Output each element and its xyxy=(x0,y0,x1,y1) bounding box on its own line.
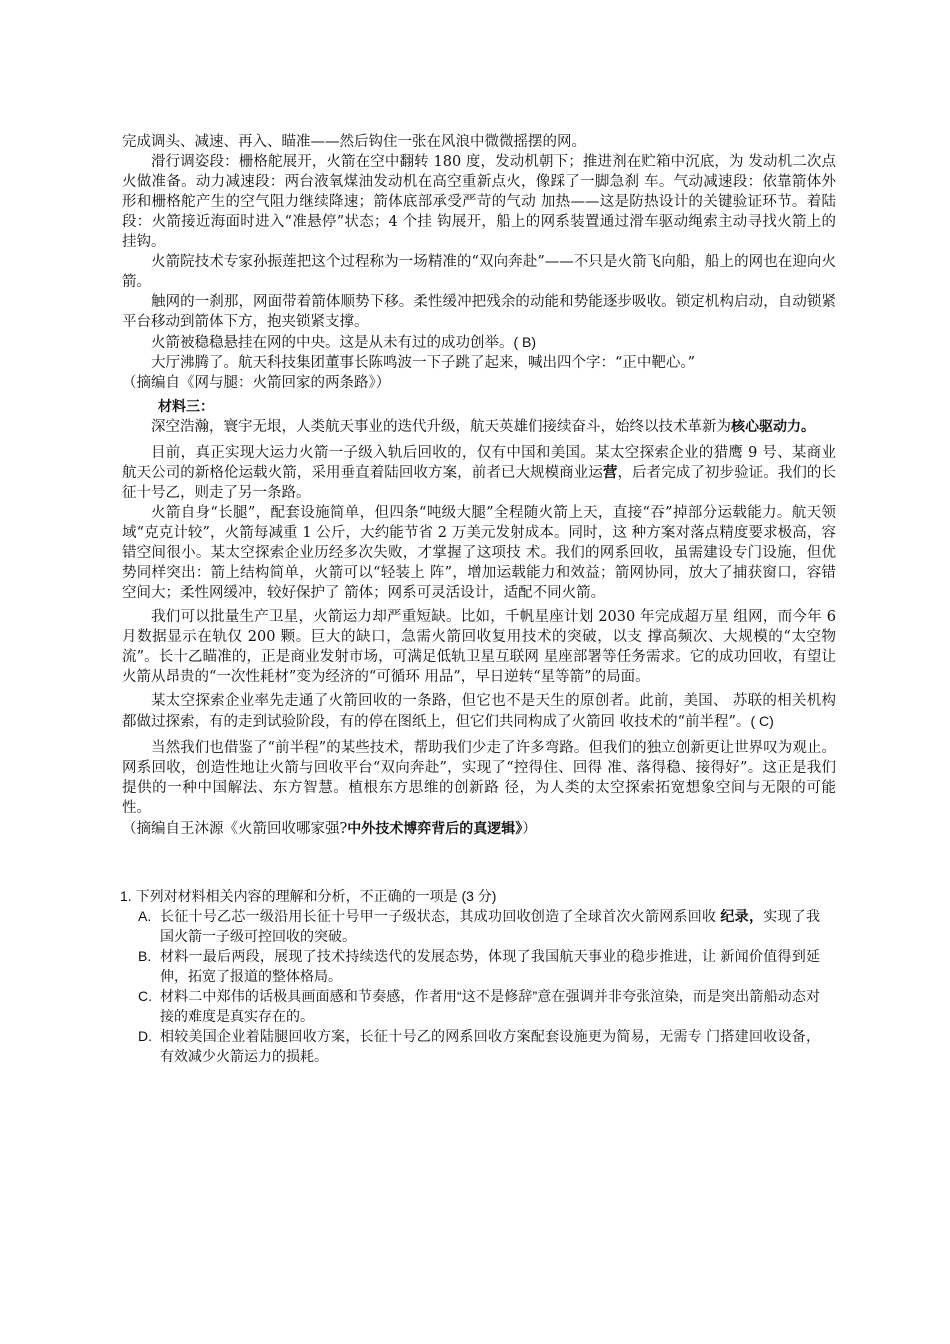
source-bold: 中外技术博弈背后的真逻辑》 xyxy=(347,820,523,836)
paragraph-text: 某太空探索企业率先走通了火箭回收的一条路，但它也不是天生的原创者。此前，美国、 苏联的相关机构都做过探索，有的走到试验阶段，有的停在图纸上，但它们共同构成了火箭回 收技术的“前半程”。 xyxy=(122,693,836,730)
option-text: 实现了我国火箭一子级可控回收的突破。 xyxy=(160,908,821,944)
option-key: A. xyxy=(138,908,152,924)
paragraph: 当然我们也借鉴了“前半程”的某些技术，帮助我们少走了许多弯路。但我们的独立创新更让世界叹为观止。网系回收，创造性地让火箭与回收平台“双向奔赴”，实现了“控得住、回得 准、落得稳、接得好”。这正是我们提供的一种中国解法、东方智慧。植根东方思维的创新路 径，为人类的太空探索拓宽想象空间与无限的可能性。 xyxy=(122,740,836,816)
material-3 xyxy=(122,394,836,839)
source-prefix: （摘编自王沐源《火箭回收哪家强? xyxy=(122,821,348,837)
option-text: 材料一最后两段，展现了技术持续迭代的发展态势，体现了我国航天事业的稳步推进，让 新闻价值得到延伸，拓宽了报道的整体格局。 xyxy=(160,948,820,984)
source-suffix: ） xyxy=(522,821,537,837)
paragraph-text: 深空浩瀚，寰宇无垠，人类航天事业的迭代升级，航天英雄们接续奋斗，始终以技术革新为 xyxy=(151,419,731,435)
question-1 xyxy=(120,884,820,1066)
paragraph xyxy=(122,416,836,437)
option-a[interactable] xyxy=(120,906,820,946)
paragraph: 大厅沸腾了。航天科技集团董事长陈鸣波一下子跳了起来，喊出四个字：“正中靶心。” xyxy=(151,355,696,371)
answer-mark-c: ( C) xyxy=(750,713,774,729)
option-bold: 纪录， xyxy=(720,908,764,924)
option-key: D. xyxy=(138,1028,152,1044)
material-label: 材料三： xyxy=(158,398,214,414)
option-text: 相较美国企业着陆腿回收方案，长征十号乙的网系回收方案配套设施更为简易，无需专 门搭建回收设备，有效减少火箭运力的损耗。 xyxy=(160,1028,820,1064)
paragraph: 滑行调姿段：栅格舵展开，火箭在空中翻转 180 度，发动机朝下；推进剂在贮箱中沉底，为 发动机二次点火做准备。动力减速段：两台液氧煤油发动机在高空重新点火，像踩了一脚急刹 车。气动减速段：依靠箭体外形和栅格舵产生的空气阻力继续降速；箭体底部承受严苛的气动 加热——这是防热设计的关键验证环节。着陆段：火箭接近海面时进入“准悬停”状态；4 个挂 钩展开，船上的网系装置通过滑车驱动绳索主动寻找火箭上的挂钩。 xyxy=(122,154,836,250)
paragraph-text: 火箭被稳稳悬挂在网的中央。这是从未有过的成功创举。 xyxy=(151,335,514,351)
question-stem: 1. 下列对材料相关内容的理解和分析，不正确的一项是 (3 分) xyxy=(120,888,497,904)
option-c[interactable] xyxy=(120,986,820,1026)
material-2-tail xyxy=(122,132,836,393)
paragraph: 火箭院技术专家孙振莲把这个过程称为一场精准的“双向奔赴”——不只是火箭飞向船，船上的网也在迎向火箭。 xyxy=(122,254,836,290)
paragraph xyxy=(122,691,836,732)
answer-mark-b: ( B) xyxy=(513,334,537,350)
paragraph-text: ，后者完成了初步验证。我们的长征十号乙，则走了另一条路。 xyxy=(122,465,837,501)
paragraph: 我们可以批量生产卫星，火箭运力却严重短缺。比如，千帆星座计划 2030 年完成超万星 组网，而今年 6 月数据显示在轨仅 200 颗。巨大的缺口，急需火箭回收复用技术的突破，以支 撑高频次、大规模的“太空物流”。长十乙瞄准的，正是商业发射市场，可满足低轨卫星互联网 星座部署等任务需求。它的成功回收，有望让火箭从昂贵的“一次性耗材”变为经济的“可循环 用品”，早日逆转“星等箭”的局面。 xyxy=(122,609,836,685)
option-b[interactable] xyxy=(120,946,820,986)
option-text: 材料二中郑伟的话极具画面感和节奏感，作者用“这不是修辞”意在强调并非夸张渲染，而是突出箭船动态对接的难度是真实存在的。 xyxy=(160,988,820,1024)
paragraph xyxy=(122,332,836,353)
option-key: C. xyxy=(138,988,152,1004)
option-key: B. xyxy=(138,948,152,964)
option-text: 长征十号乙芯一级沿用长征十号甲一子级状态，其成功回收创造了全球首次火箭网系回收 xyxy=(160,908,721,924)
bold-phrase: 核心驱动力。 xyxy=(731,418,815,434)
bold-char: 营 xyxy=(602,464,618,481)
source-citation: （摘编自《网与腿：火箭回家的两条路》） xyxy=(122,375,391,391)
paragraph-text: 目前，真正实现大运力火箭一子级入轨后回收的，仅有中国和美国。某太空探索企业的猎鹰 9 号、某商业航天公司的新格伦运载火箭，采用垂直着陆回收方案，前者已大规模商业运 xyxy=(122,445,836,481)
paragraph: 火箭自身“长腿”，配套设施简单，但四条“吨级大腿”全程随火箭上天，直接“吞”掉部分运载能力。航天领域“克克计较”，火箭每减重 1 公斤，大约能节省 2 万美元发射成本。同时，这 种方案对落点精度要求极高，容错空间很小。某太空探索企业历经多次失败，才掌握了这项技 术。我们的网系回收，虽需建设专门设施，但优势同样突出：箭上结构简单，火箭可以“轻装上 阵”，增加运载能力和效益；箭网协同，放大了捕获窗口，容错空间大；柔性网缓冲，较好保护了 箭体；网系可灵活设计，适配不同火箭。 xyxy=(122,505,836,601)
option-d[interactable] xyxy=(120,1026,820,1066)
paragraph: 完成调头、减速、再入、瞄准——然后钩住一张在风浪中微微摇摆的网。 xyxy=(122,134,586,150)
paragraph xyxy=(122,443,836,503)
paragraph: 触网的一刹那，网面带着箭体顺势下移。柔性缓冲把残余的动能和势能逐步吸收。锁定机构启动，自动锁紧平台移动到箭体下方，抱夹锁紧支撑。 xyxy=(122,294,836,330)
source-citation xyxy=(122,818,836,839)
